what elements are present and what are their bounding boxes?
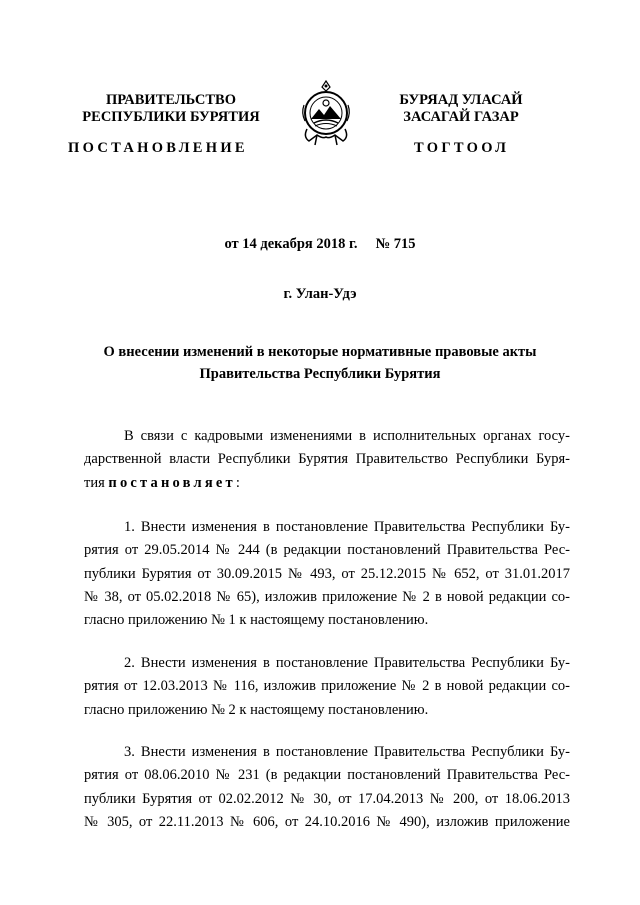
item1-line: рятия от 29.05.2014 № 244 (в редакции постановлений Правительства Рес- — [84, 542, 570, 559]
item-2-paragraph — [84, 652, 570, 722]
document-title — [60, 341, 580, 385]
preamble-last-line — [84, 472, 570, 495]
item3-line: рятия от 08.06.2010 № 231 (в редакции постановлений Правительства Рес- — [84, 767, 570, 784]
header-left-line2: РЕСПУБЛИКИ БУРЯТИЯ — [82, 109, 260, 125]
header-left-authority — [66, 92, 276, 126]
resolves-word: постановляет — [108, 474, 236, 491]
item1-line: 1. Внести изменения в постановление Правительства Республики Бу- — [124, 519, 570, 535]
header-right-authority — [372, 92, 550, 126]
preamble-suffix: : — [235, 474, 240, 491]
preamble-line: дарственной власти Республики Бурятия Правительство Республики Буря- — [84, 451, 570, 468]
header-left-line1: ПРАВИТЕЛЬСТВО — [106, 92, 236, 108]
item2-line: рятия от 12.03.2013 № 116, изложив приложение № 2 в новой редакции со- — [84, 678, 570, 695]
document-date: от 14 декабря 2018 г. — [224, 236, 358, 252]
header-right-line2: ЗАСАГАЙ ГАЗАР — [403, 109, 519, 125]
document-number: № 715 — [375, 236, 416, 252]
item3-line: № 305, от 22.11.2013 № 606, от 24.10.2016 № 490), изложив приложение — [84, 813, 570, 830]
title-line2: Правительства Республики Бурятия — [199, 366, 441, 382]
item-1-paragraph — [84, 516, 570, 632]
preamble-line: В связи с кадровыми изменениями в исполнительных органах госу- — [124, 428, 570, 444]
coat-of-arms-emblem-icon — [297, 79, 355, 149]
item-3-paragraph — [84, 741, 570, 834]
doc-type-left: ПОСТАНОВЛЕНИЕ — [68, 140, 248, 156]
item3-line: публики Бурятия от 02.02.2012 № 30, от 17.04.2013 № 200, от 18.06.2013 — [84, 790, 570, 807]
preamble-paragraph — [84, 425, 570, 495]
item1-line: № 38, от 05.02.2018 № 65), изложив приложение № 2 в новой редакции со- — [84, 588, 570, 605]
title-line1: О внесении изменений в некоторые нормативные правовые акты — [103, 344, 537, 360]
item2-line: гласно приложению № 2 к настоящему постановлению. — [84, 701, 429, 718]
doc-type-right: ТОГТООЛ — [414, 140, 510, 156]
date-number-line — [0, 236, 640, 253]
item1-line: гласно приложению № 1 к настоящему постановлению. — [84, 612, 429, 629]
header-right-line1: БУРЯАД УЛАСАЙ — [399, 92, 523, 108]
item2-line: 2. Внести изменения в постановление Правительства Республики Бу- — [124, 655, 570, 671]
document-city: г. Улан-Удэ — [283, 286, 357, 302]
item3-line: 3. Внести изменения в постановление Правительства Республики Бу- — [124, 744, 570, 760]
item1-line: публики Бурятия от 30.09.2015 № 493, от 25.12.2015 № 652, от 31.01.2017 — [84, 565, 570, 582]
preamble-prefix: тия — [84, 474, 109, 491]
